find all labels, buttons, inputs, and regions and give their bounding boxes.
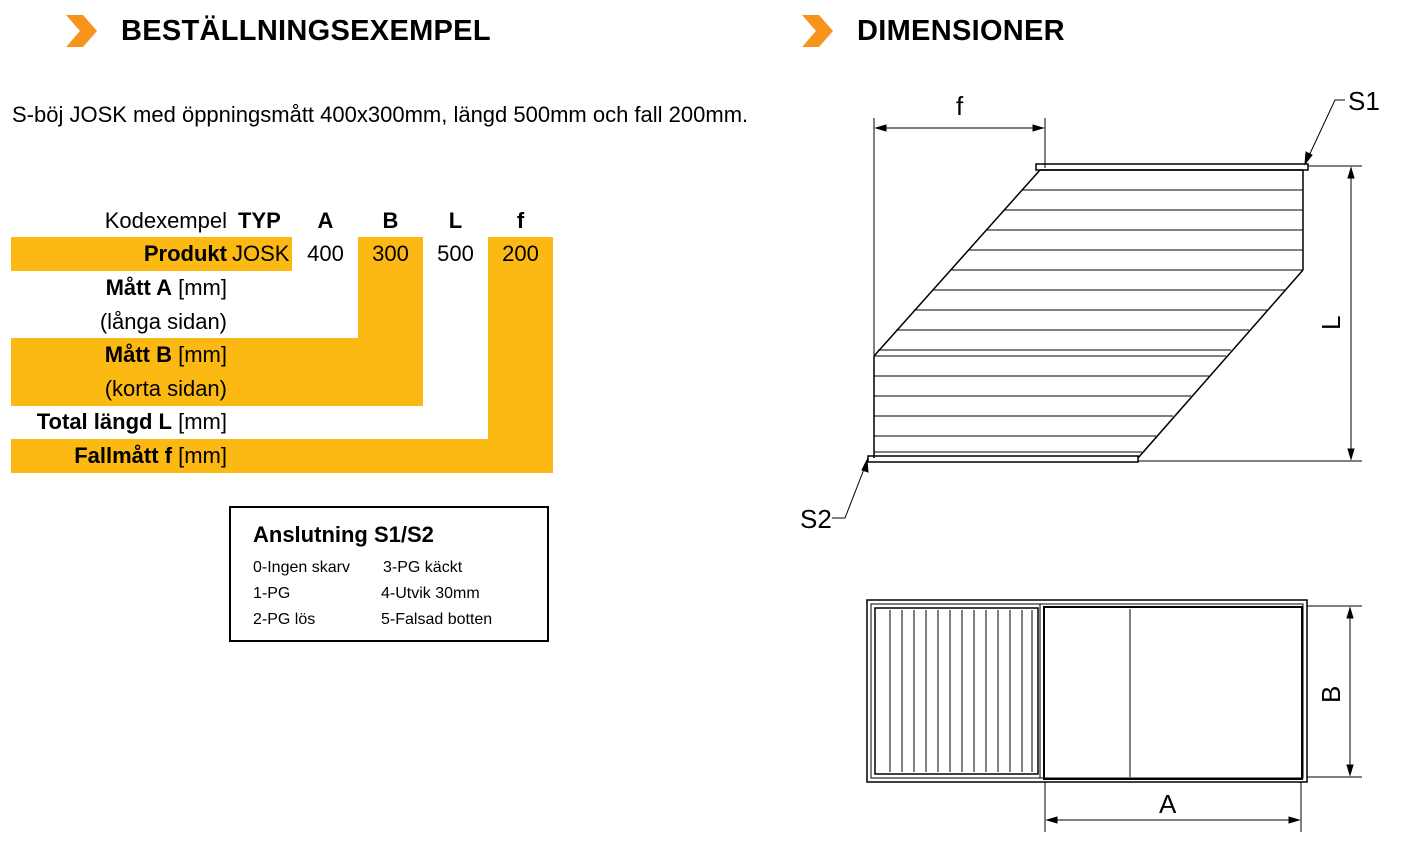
value-a: 400 <box>307 241 344 266</box>
connection-option: 1-PG <box>253 585 291 602</box>
dimensions-heading: DIMENSIONER <box>857 15 1065 47</box>
dim-label-b: B <box>1316 685 1346 703</box>
connection-option: 0-Ingen skarv <box>253 559 350 576</box>
col-f-header: f <box>516 208 525 233</box>
col-b-header: B <box>382 208 399 233</box>
col-typ-header: TYP <box>238 208 281 233</box>
code-example-label: Kodexempel <box>104 208 227 233</box>
highlight-f-column <box>488 237 553 473</box>
row-matt-b <box>0 338 227 372</box>
row-matt-b-label: Mått B <box>104 342 172 367</box>
row-fallmatt <box>0 439 227 473</box>
row-matt-b-unit: [mm] <box>172 342 227 367</box>
row-fallmatt-unit: [mm] <box>172 443 227 468</box>
row-matt-b-sub: (korta sidan) <box>104 376 227 401</box>
intro-text: S-böj JOSK med öppningsmått 400x300mm, längd 500mm och fall 200mm. <box>12 102 749 127</box>
col-l-header: L <box>448 208 463 233</box>
dim-label-s1: S1 <box>1348 86 1380 116</box>
row-matt-a-label: Mått A <box>105 275 172 300</box>
dim-label-l: L <box>1316 315 1346 330</box>
row-matt-a <box>0 271 227 305</box>
row-fallmatt-label: Fallmått f <box>74 443 172 468</box>
dim-label-f: f <box>956 91 964 121</box>
value-b: 300 <box>372 241 409 266</box>
connection-title: Anslutning S1/S2 <box>253 522 434 547</box>
product-typ-value: JOSK <box>232 241 290 266</box>
dim-label-a: A <box>1159 789 1177 819</box>
product-label: Produkt <box>143 241 227 266</box>
connection-option: 3-PG käckt <box>383 559 463 576</box>
dim-label-s2: S2 <box>800 504 832 534</box>
value-f: 200 <box>502 241 539 266</box>
chevron-right-icon <box>66 15 98 47</box>
connection-option: 2-PG lös <box>253 611 316 628</box>
connection-option: 5-Falsad botten <box>381 611 493 628</box>
top-view-drawing <box>855 590 1375 840</box>
side-view-drawing <box>790 80 1400 540</box>
row-matt-a-unit: [mm] <box>172 275 227 300</box>
order-example-heading: BESTÄLLNINGSEXEMPEL <box>121 15 491 47</box>
row-matt-a-sub: (långa sidan) <box>99 309 227 334</box>
connection-box <box>229 506 549 642</box>
row-total-length-label: Total längd L <box>36 409 172 434</box>
row-total-length <box>0 405 227 439</box>
connection-option: 4-Utvik 30mm <box>381 585 480 602</box>
col-a-header: A <box>317 208 334 233</box>
chevron-right-icon <box>802 15 834 47</box>
value-l: 500 <box>437 241 474 266</box>
row-total-length-unit: [mm] <box>172 409 227 434</box>
